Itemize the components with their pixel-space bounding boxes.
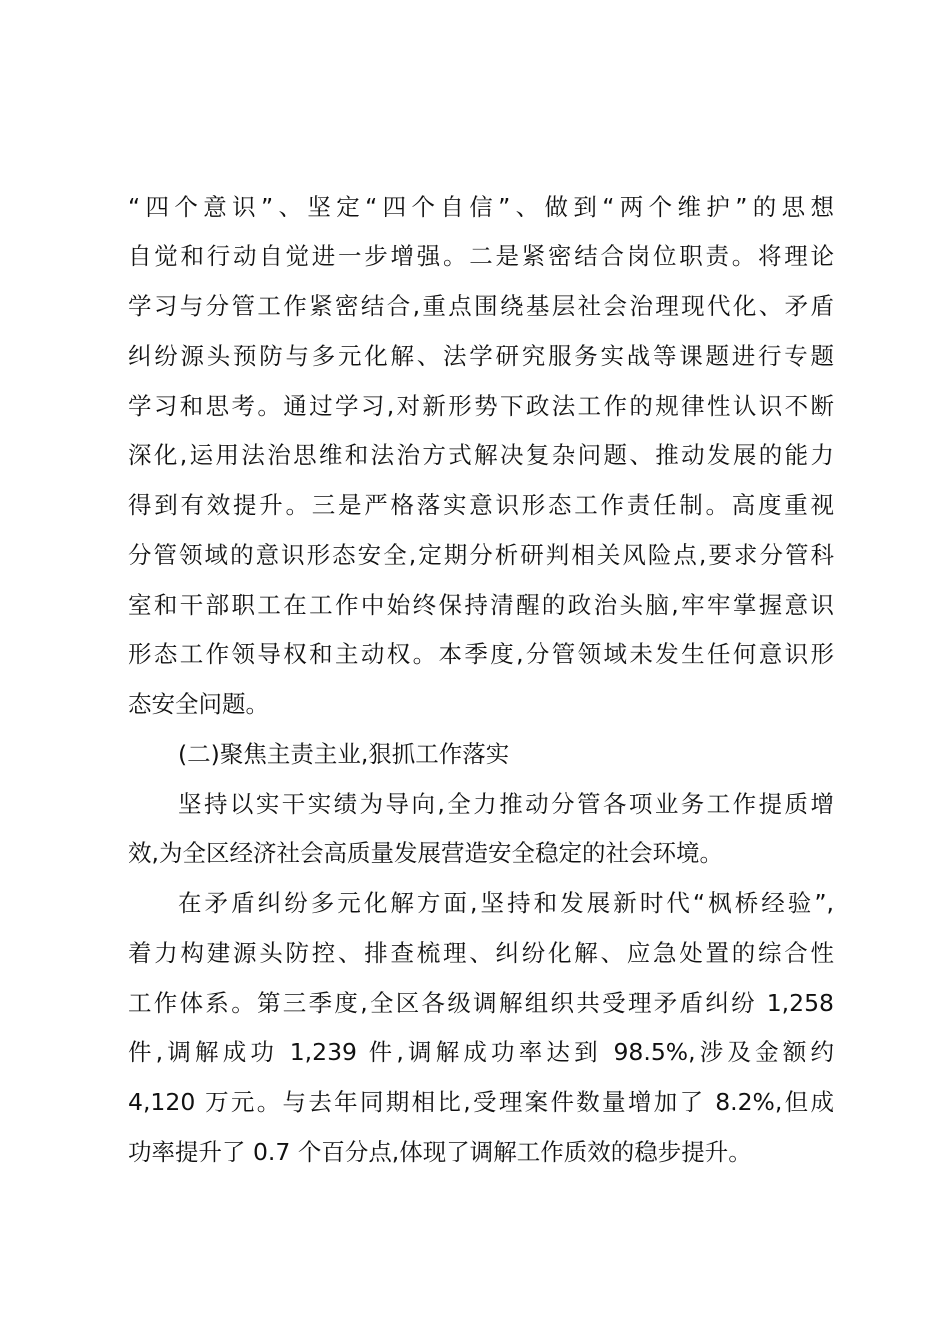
paragraph-1-line: 态安全问题。 — [128, 690, 269, 718]
paragraph-3-line: 在矛盾纠纷多元化解方面,坚持和发展新时代“枫桥经验”, — [178, 889, 834, 917]
paragraph-1-line: 形态工作领导权和主动权。本季度,分管领域未发生任何意识形 — [128, 640, 834, 668]
paragraph-1-line: 学习和思考。通过学习,对新形势下政法工作的规律性认识不断 — [128, 392, 834, 420]
paragraph-3-line: 工作体系。第三季度,全区各级调解组织共受理矛盾纠纷 1,258 — [128, 989, 834, 1017]
paragraph-1-line: 学习与分管工作紧密结合,重点围绕基层社会治理现代化、矛盾 — [128, 292, 834, 320]
paragraph-1-line: “四个意识”、坚定“四个自信”、做到“两个维护”的思想 — [128, 193, 834, 221]
paragraph-3-line: 着力构建源头防控、排查梳理、纠纷化解、应急处置的综合性 — [128, 939, 834, 967]
paragraph-1-line: 自觉和行动自觉进一步增强。二是紧密结合岗位职责。将理论 — [128, 242, 834, 270]
paragraph-2-line: 坚持以实干实绩为导向,全力推动分管各项业务工作提质增 — [178, 790, 834, 818]
paragraph-1-line: 分管领域的意识形态安全,定期分析研判相关风险点,要求分管科 — [128, 541, 834, 569]
paragraph-3-line: 件,调解成功 1,239 件,调解成功率达到 98.5%,涉及金额约 — [128, 1038, 834, 1066]
paragraph-1-line: 得到有效提升。三是严格落实意识形态工作责任制。高度重视 — [128, 491, 834, 519]
paragraph-1-line: 室和干部职工在工作中始终保持清醒的政治头脑,牢牢掌握意识 — [128, 591, 834, 619]
section-heading: (二)聚焦主责主业,狠抓工作落实 — [178, 740, 510, 768]
paragraph-3-line: 4,120 万元。与去年同期相比,受理案件数量增加了 8.2%,但成 — [128, 1088, 834, 1116]
paragraph-3-line: 功率提升了 0.7 个百分点,体现了调解工作质效的稳步提升。 — [128, 1138, 752, 1166]
paragraph-1-line: 纠纷源头预防与多元化解、法学研究服务实战等课题进行专题 — [128, 342, 834, 370]
paragraph-1-line: 深化,运用法治思维和法治方式解决复杂问题、推动发展的能力 — [128, 441, 834, 469]
paragraph-2-line: 效,为全区经济社会高质量发展营造安全稳定的社会环境。 — [128, 839, 723, 867]
